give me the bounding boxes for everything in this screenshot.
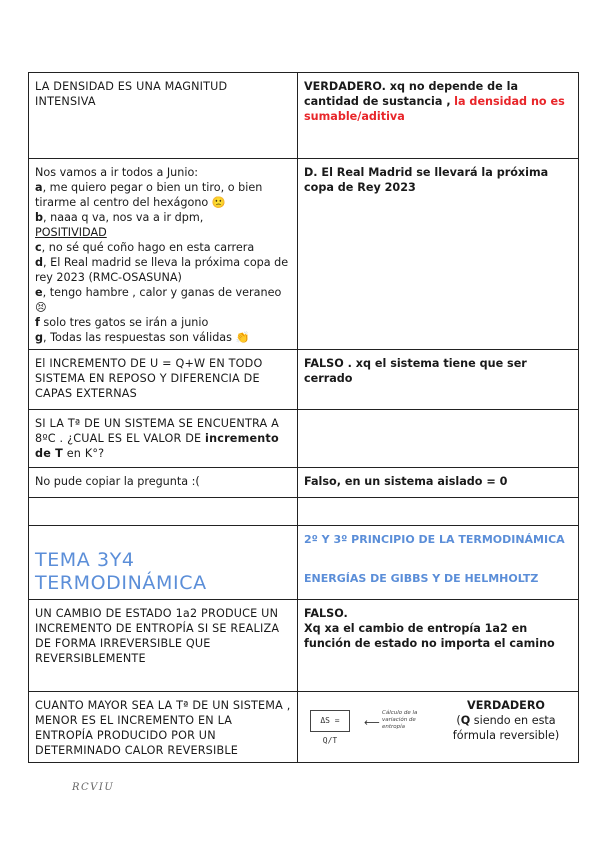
answer-highlight: la densidad no es sumable/aditiva — [304, 95, 565, 123]
answer-cell — [298, 410, 579, 468]
table-row — [29, 526, 579, 600]
table-row — [29, 692, 579, 763]
answer-cell — [298, 159, 579, 350]
answer-text: FALSO . xq el sistema tiene que ser cerrado — [304, 357, 527, 385]
question-cell: SI LA Tª DE UN SISTEMA SE ENCUENTRA A 8ºC . ¿CUAL ES EL VALOR DE incremento de T en K°? — [29, 410, 298, 468]
answer-text: Xq xa el cambio de entropía 1a2 en función de estado no importa el camino — [304, 622, 555, 650]
table-row — [29, 498, 579, 526]
option-b: b, naaa q va, nos va a ir dpm, POSITIVIDAD — [35, 211, 204, 239]
empty-cell — [29, 498, 298, 526]
principles-subtitle: 2º Y 3º PRINCIPIO DE LA TERMODINÁMICA — [304, 533, 565, 546]
option-e: e, tengo hambre , calor y ganas de veraneo😣 — [35, 286, 282, 314]
verdadero-block: VERDADERO (Q siendo en esta fórmula reversible) — [436, 698, 576, 743]
question-cell — [29, 600, 298, 692]
option-f: f solo tres gatos se irán a junio — [35, 316, 209, 329]
question-cell — [29, 468, 298, 498]
table-row — [29, 468, 579, 498]
energies-subtitle: ENERGÍAS DE GIBBS Y DE HELMHOLTZ — [304, 572, 539, 585]
table-row — [29, 410, 579, 468]
option-c: c, no sé qué coño hago en esta carrera — [35, 241, 255, 254]
option-a: a, me quiero pegar o bien un tiro, o bien tirarme al centro del hexágono 🙁 — [35, 181, 263, 209]
option-g: g, Todas las respuestas son válidas 👏 — [35, 331, 250, 344]
topic-title: TEMA 3Y4 TERMODINÁMICA — [35, 549, 207, 594]
empty-cell — [298, 498, 579, 526]
answer-title: FALSO. — [304, 607, 348, 620]
table-row — [29, 159, 579, 350]
question-text: CUANTO MAYOR SEA LA Tª DE UN SISTEMA , MENOR ES EL INCREMENTO EN LA ENTROPÍA PRODUCIDO POR UN DETERMINADO CALOR REVERSIBLE — [35, 699, 291, 757]
arrow-left-icon: ⟵ — [364, 716, 380, 729]
positividad-label: POSITIVIDAD — [35, 226, 107, 239]
answer-cell — [298, 468, 579, 498]
table-row — [29, 73, 579, 159]
footer-signature: RCVIU — [72, 782, 115, 793]
table-row — [29, 600, 579, 692]
answer-text: VERDADERO. xq no depende de la cantidad de sustancia , — [304, 80, 518, 108]
qa-table — [28, 72, 579, 763]
answer-cell — [298, 73, 579, 159]
option-d: d, El Real madrid se lleva la próxima copa de rey 2023 (RMC-OSASUNA) — [35, 256, 289, 284]
answer-title: VERDADERO — [467, 699, 545, 712]
table-row — [29, 350, 579, 410]
formula-image: ΔS = Q/T — [310, 710, 350, 732]
question-cell — [29, 73, 298, 159]
topic-cell — [29, 526, 298, 600]
answer-cell — [298, 692, 579, 763]
topic-subtitles-cell — [298, 526, 579, 600]
question-cell — [29, 159, 298, 350]
answer-cell — [298, 350, 579, 410]
answer-text: D. El Real Madrid se llevará la próxima copa de Rey 2023 — [304, 166, 549, 194]
question-text: LA DENSIDAD ES UNA MAGNITUD INTENSIVA — [35, 80, 228, 108]
answer-cell — [298, 600, 579, 692]
question-text: UN CAMBIO DE ESTADO 1a2 PRODUCE UN INCREMENTO DE ENTROPÍA SI SE REALIZA DE FORMA IRREVERSIBLE QUE REVERSIBLEMENTE — [35, 607, 280, 665]
question-text: El INCREMENTO DE U = Q+W EN TODO SISTEMA EN REPOSO Y DIFERENCIA DE CAPAS EXTERNAS — [35, 357, 263, 400]
question-intro: Nos vamos a ir todos a Junio: — [35, 166, 199, 179]
formula-note: Cálculo de la variación de entropía — [382, 710, 418, 730]
answer-text: Falso, en un sistema aislado = 0 — [304, 475, 508, 488]
formula-area — [304, 698, 572, 756]
question-text: No pude copiar la pregunta :( — [35, 475, 200, 488]
question-cell — [29, 350, 298, 410]
question-cell — [29, 692, 298, 763]
